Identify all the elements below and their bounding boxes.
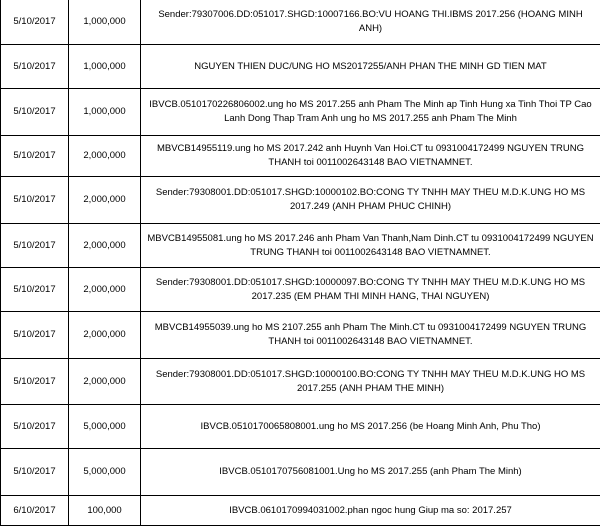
date-cell: 5/10/2017: [1, 312, 69, 359]
date-cell: 6/10/2017: [1, 496, 69, 526]
description-cell: MBVCB14955081.ung ho MS 2017.246 anh Pham Van Thanh,Nam Dinh.CT tu 0931004172499 NGUYEN TRUNG THANH toi 0011002643148 BAO VIETNAMNET.: [141, 224, 600, 268]
amount-cell: 1,000,000: [69, 0, 141, 45]
table-row: [1, 89, 600, 136]
date-cell: 5/10/2017: [1, 177, 69, 224]
amount-cell: 2,000,000: [69, 177, 141, 224]
description-cell: IBVCB.0510170065808001.ung ho MS 2017.256 (be Hoang Minh Anh, Phu Tho): [141, 405, 600, 449]
table-row: [1, 359, 600, 405]
date-cell: 5/10/2017: [1, 0, 69, 45]
description-cell: Sender:79308001.DD:051017.SHGD:10000097.BO:CONG TY TNHH MAY THEU M.D.K.UNG HO MS 2017.235 (EM PHAM THI MINH HANG, THAI NGUYEN): [141, 268, 600, 312]
amount-cell: 1,000,000: [69, 89, 141, 136]
amount-cell: 1,000,000: [69, 45, 141, 89]
date-cell: 5/10/2017: [1, 45, 69, 89]
table-row: [1, 405, 600, 449]
table-row: [1, 312, 600, 359]
amount-cell: 2,000,000: [69, 224, 141, 268]
table-row: [1, 496, 600, 526]
amount-cell: 5,000,000: [69, 405, 141, 449]
description-cell: Sender:79307006.DD:051017.SHGD:10007166.BO:VU HOANG THI.IBMS 2017.256 (HOANG MINH ANH): [141, 0, 600, 45]
table-row: [1, 449, 600, 496]
table-row: [1, 268, 600, 312]
date-cell: 5/10/2017: [1, 224, 69, 268]
date-cell: 5/10/2017: [1, 359, 69, 405]
amount-cell: 2,000,000: [69, 136, 141, 177]
date-cell: 5/10/2017: [1, 136, 69, 177]
description-cell: Sender:79308001.DD:051017.SHGD:10000100.BO:CONG TY TNHH MAY THEU M.D.K.UNG HO MS 2017.255 (ANH PHAM THE MINH): [141, 359, 600, 405]
description-cell: MBVCB14955039.ung ho MS 2107.255 anh Pham The Minh.CT tu 0931004172499 NGUYEN TRUNG THANH toi 0011002643148 BAO VIETNAMNET.: [141, 312, 600, 359]
table-row: [1, 224, 600, 268]
date-cell: 5/10/2017: [1, 268, 69, 312]
table-row: [1, 177, 600, 224]
description-cell: IBVCB.0610170994031002.phan ngoc hung Giup ma so: 2017.257: [141, 496, 600, 526]
date-cell: 5/10/2017: [1, 405, 69, 449]
date-cell: 5/10/2017: [1, 89, 69, 136]
table-row: [1, 45, 600, 89]
amount-cell: 2,000,000: [69, 359, 141, 405]
description-cell: IBVCB.0510170226806002.ung ho MS 2017.255 anh Pham The Minh ap Tinh Hung xa Tinh Thoi TP Cao Lanh Dong Thap Tram Anh ung ho MS 2017.255 anh Pham The Minh: [141, 89, 600, 136]
amount-cell: 2,000,000: [69, 268, 141, 312]
description-cell: NGUYEN THIEN DUC/UNG HO MS2017255/ANH PHAN THE MINH GD TIEN MAT: [141, 45, 600, 89]
amount-cell: 2,000,000: [69, 312, 141, 359]
amount-cell: 5,000,000: [69, 449, 141, 496]
amount-cell: 100,000: [69, 496, 141, 526]
description-cell: Sender:79308001.DD:051017.SHGD:10000102.BO:CONG TY TNHH MAY THEU M.D.K.UNG HO MS 2017.249 (ANH PHAM PHUC CHINH): [141, 177, 600, 224]
table-row: [1, 136, 600, 177]
table-row: [1, 0, 600, 45]
description-cell: IBVCB.0510170756081001.Ung ho MS 2017.255 (anh Pham The Minh): [141, 449, 600, 496]
description-cell: MBVCB14955119.ung ho MS 2017.242 anh Huynh Van Hoi.CT tu 0931004172499 NGUYEN TRUNG THANH toi 0011002643148 BAO VIETNAMNET.: [141, 136, 600, 177]
date-cell: 5/10/2017: [1, 449, 69, 496]
